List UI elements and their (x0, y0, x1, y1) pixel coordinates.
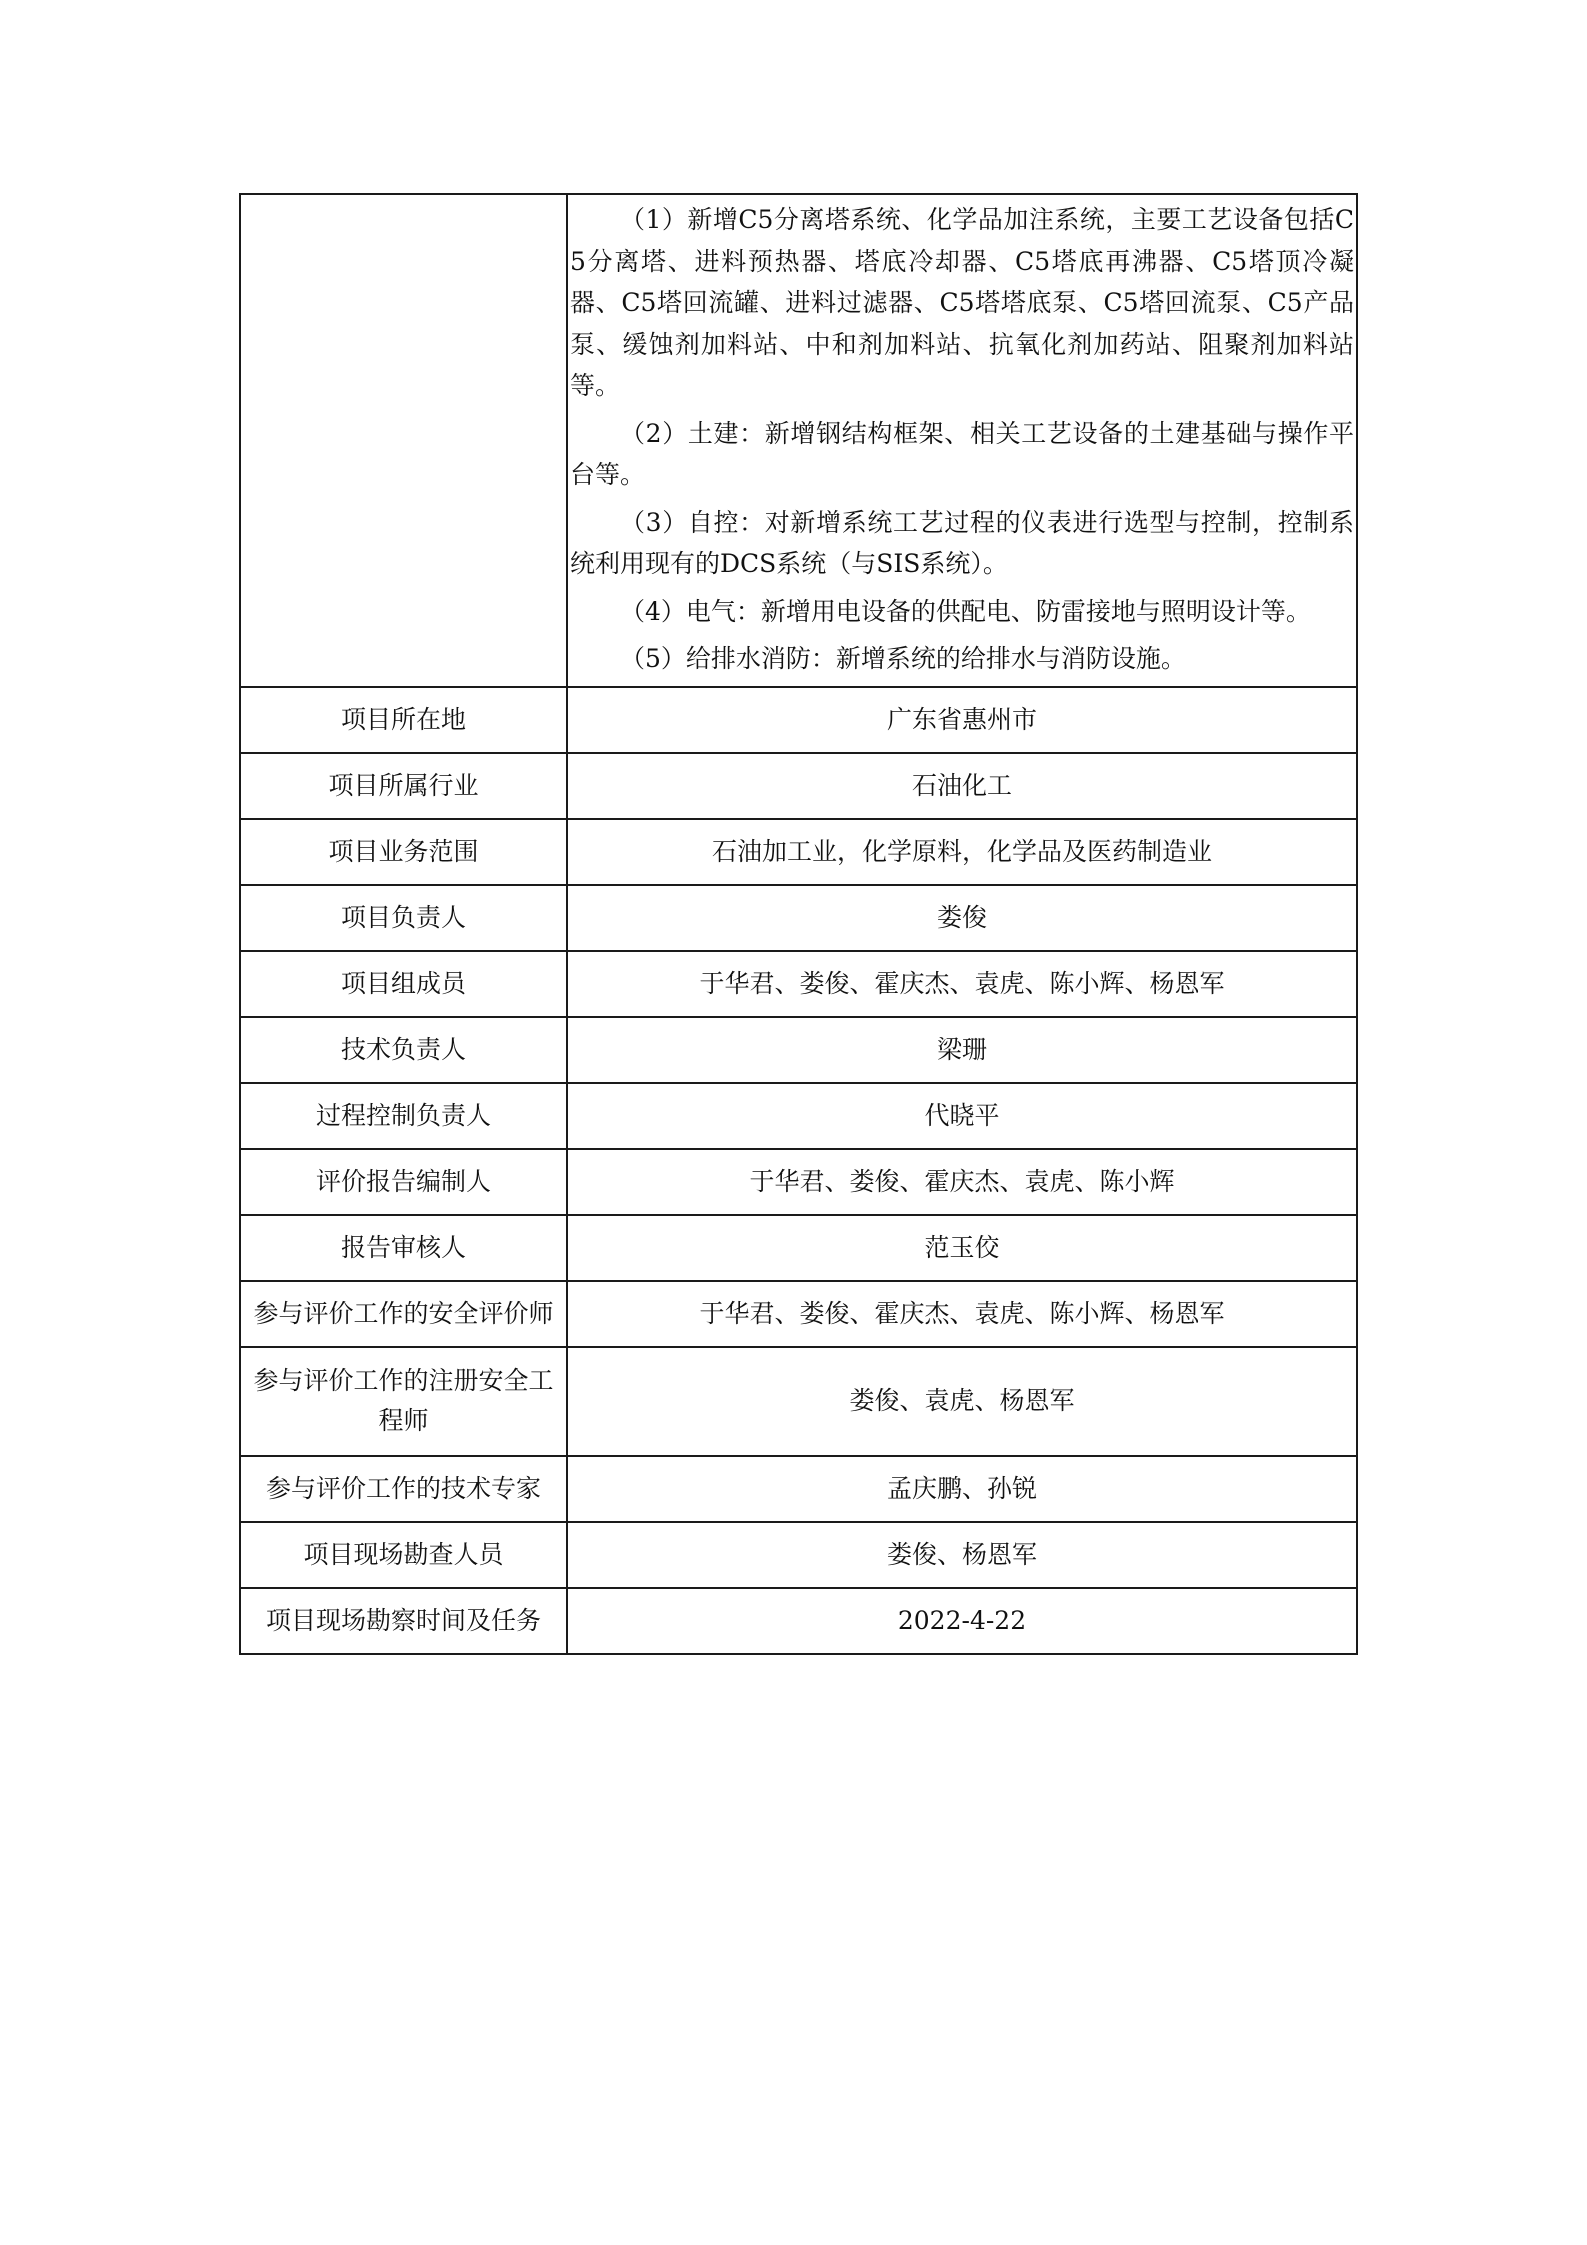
row-value: 于华君、娄俊、霍庆杰、袁虎、陈小辉 (567, 1149, 1357, 1215)
row-label: 参与评价工作的注册安全工程师 (240, 1347, 567, 1456)
scope-paragraph: （3）自控：对新增系统工艺过程的仪表进行选型与控制，控制系统利用现有的DCS系统（与SIS系统）。 (570, 507, 1354, 578)
row-value: 娄俊 (567, 885, 1357, 951)
table-row (240, 1149, 1357, 1215)
row-value: 孟庆鹏、孙锐 (567, 1456, 1357, 1522)
row-label: 项目所属行业 (240, 753, 567, 819)
row-value: 于华君、娄俊、霍庆杰、袁虎、陈小辉、杨恩军 (567, 1281, 1357, 1347)
row-value: 娄俊、杨恩军 (567, 1522, 1357, 1588)
row-label: 项目现场勘察时间及任务 (240, 1588, 567, 1654)
row-value: 代晓平 (567, 1083, 1357, 1149)
row-label: 项目组成员 (240, 951, 567, 1017)
row-value: 石油化工 (567, 753, 1357, 819)
project-info-table (239, 193, 1358, 1655)
table-row (240, 951, 1357, 1017)
table-row (240, 819, 1357, 885)
table-row (240, 1215, 1357, 1281)
scope-paragraph: （5）给排水消防：新增系统的给排水与消防设施。 (620, 644, 1186, 673)
row-label: 参与评价工作的安全评价师 (240, 1281, 567, 1347)
row-value: 广东省惠州市 (567, 687, 1357, 753)
row-label: 项目现场勘查人员 (240, 1522, 567, 1588)
scope-content-cell (567, 194, 1357, 687)
row-value: 2022-4-22 (567, 1588, 1357, 1654)
row-label: 评价报告编制人 (240, 1149, 567, 1215)
table-row (240, 1281, 1357, 1347)
table-row (240, 1083, 1357, 1149)
scope-paragraph: （4）电气：新增用电设备的供配电、防雷接地与照明设计等。 (620, 596, 1311, 626)
row-value: 娄俊、袁虎、杨恩军 (567, 1347, 1357, 1456)
row-label: 过程控制负责人 (240, 1083, 567, 1149)
row-value: 梁珊 (567, 1017, 1357, 1083)
table-row-scope (240, 194, 1357, 687)
row-value: 范玉佼 (567, 1215, 1357, 1281)
row-value: 石油加工业，化学原料，化学品及医药制造业 (567, 819, 1357, 885)
table-row (240, 1456, 1357, 1522)
table-row (240, 1522, 1357, 1588)
scope-paragraph: （1）新增C5分离塔系统、化学品加注系统，主要工艺设备包括C5分离塔、进料预热器、塔底冷却器、C5塔底再沸器、C5塔顶冷凝器、C5塔回流罐、进料过滤器、C5塔塔底泵、C5塔回流泵、C5产品泵、缓蚀剂加料站、中和剂加料站、抗氧化剂加药站、阻聚剂加料站等。 (570, 205, 1354, 400)
row-label: 报告审核人 (240, 1215, 567, 1281)
table-row (240, 885, 1357, 951)
scope-paragraph: （2）土建：新增钢结构框架、相关工艺设备的土建基础与操作平台等。 (570, 418, 1354, 489)
table-row (240, 1017, 1357, 1083)
scope-label-cell (240, 194, 567, 687)
table-row (240, 1588, 1357, 1654)
row-value: 于华君、娄俊、霍庆杰、袁虎、陈小辉、杨恩军 (567, 951, 1357, 1017)
table-row (240, 687, 1357, 753)
table-row (240, 753, 1357, 819)
row-label: 技术负责人 (240, 1017, 567, 1083)
row-label: 项目业务范围 (240, 819, 567, 885)
row-label: 项目所在地 (240, 687, 567, 753)
table-row (240, 1347, 1357, 1456)
row-label: 参与评价工作的技术专家 (240, 1456, 567, 1522)
row-label: 项目负责人 (240, 885, 567, 951)
